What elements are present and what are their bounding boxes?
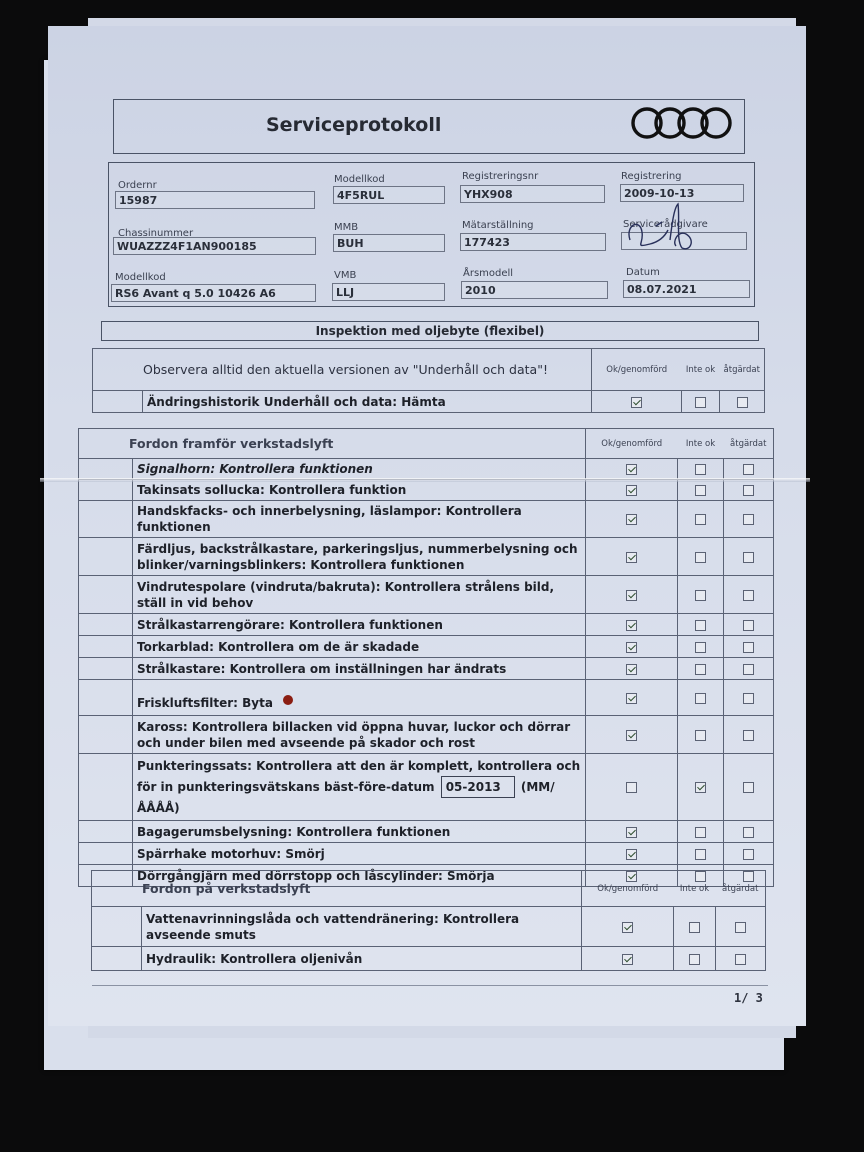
section-table-on-lift bbox=[91, 870, 766, 971]
checkbox-fixed[interactable] bbox=[743, 693, 754, 704]
document-title: Serviceprotokoll bbox=[266, 114, 442, 136]
field-chassis-nr: WUAZZZ4F1AN900185 bbox=[113, 237, 316, 255]
checkbox-ok[interactable] bbox=[626, 827, 637, 838]
checkbox-fixed[interactable] bbox=[743, 664, 754, 675]
checkbox-ok[interactable] bbox=[626, 464, 637, 475]
four-rings-logo-icon bbox=[630, 106, 734, 140]
table-row bbox=[79, 480, 774, 501]
table-row bbox=[93, 391, 765, 413]
field-model-name: RS6 Avant q 5.0 10426 A6 bbox=[111, 284, 316, 302]
checkbox-fixed[interactable] bbox=[743, 642, 754, 653]
service-type-bar bbox=[101, 321, 759, 341]
field-odometer: 177423 bbox=[460, 233, 606, 251]
table-row bbox=[79, 614, 774, 636]
table-row bbox=[79, 636, 774, 658]
item-text: Vindrutespolare (vindruta/bakruta): Kontrollera strålens bild, ställ in vid behov bbox=[133, 576, 586, 614]
item-text: Takinsats sollucka: Kontrollera funktion bbox=[133, 480, 586, 501]
label-registration: Registrering bbox=[621, 171, 682, 182]
label-odometer: Mätarställning bbox=[462, 220, 534, 231]
item-text: Vattenavrinningslåda och vattendränering: Kontrollera avseende smuts bbox=[142, 907, 582, 947]
checkbox-ok[interactable] bbox=[626, 485, 637, 496]
label-order-nr: Ordernr bbox=[118, 180, 157, 191]
item-text: Strålkastarrengörare: Kontrollera funktionen bbox=[133, 614, 586, 636]
label-model-name: Modellkod bbox=[115, 272, 166, 283]
checkbox-ok[interactable] bbox=[622, 954, 633, 965]
title-box bbox=[113, 99, 745, 154]
col-fixed-header: åtgärdat bbox=[724, 429, 774, 459]
checkbox-not-ok[interactable] bbox=[695, 397, 706, 408]
checkbox-fixed[interactable] bbox=[743, 514, 754, 525]
checkbox-fixed[interactable] bbox=[743, 620, 754, 631]
col-not-ok-header: Inte ok bbox=[674, 871, 716, 907]
field-model-year: 2010 bbox=[461, 281, 608, 299]
label-chassis-nr: Chassinummer bbox=[118, 228, 194, 239]
label-vmb: VMB bbox=[334, 270, 357, 281]
checkbox-not-ok[interactable] bbox=[695, 693, 706, 704]
checkbox-not-ok[interactable] bbox=[695, 485, 706, 496]
col-ok-header: Ok/genomförd bbox=[582, 871, 674, 907]
date-format-hint: (MM/ÅÅÅÅ) bbox=[137, 780, 555, 815]
col-ok-header: Ok/genomförd bbox=[592, 349, 682, 391]
checkbox-ok[interactable] bbox=[626, 849, 637, 860]
signature-scribble-icon bbox=[620, 200, 700, 260]
checkbox-ok[interactable] bbox=[626, 782, 637, 793]
checkbox-ok[interactable] bbox=[622, 922, 633, 933]
label-mmb: MMB bbox=[334, 222, 359, 233]
checkbox-ok[interactable] bbox=[626, 642, 637, 653]
checkbox-ok[interactable] bbox=[626, 590, 637, 601]
field-order-nr: 15987 bbox=[115, 191, 315, 209]
checkbox-ok[interactable] bbox=[626, 664, 637, 675]
item-text: Kaross: Kontrollera billacken vid öppna huvar, luckor och dörrar och under bilen med avseende på skador och rost bbox=[133, 716, 586, 754]
item-text: Färdljus, backstrålkastare, parkeringsljus, nummerbelysning och blinker/varningsblinkers: Kontrollera funktionen bbox=[133, 538, 586, 576]
item-text: Signalhorn: Kontrollera funktionen bbox=[133, 459, 586, 480]
red-dot-mark-icon bbox=[283, 695, 293, 705]
item-text: Spärrhake motorhuv: Smörj bbox=[133, 843, 586, 865]
paper-fold-line bbox=[40, 478, 810, 482]
checkbox-not-ok[interactable] bbox=[695, 664, 706, 675]
checkbox-not-ok[interactable] bbox=[695, 849, 706, 860]
checkbox-ok[interactable] bbox=[626, 514, 637, 525]
page-number: 1/ 3 bbox=[734, 991, 763, 1005]
table-row bbox=[79, 658, 774, 680]
item-text: Dörrgångjärn med dörrstopp och låscylinder: Smörja bbox=[133, 865, 586, 887]
item-text: Ändringshistorik Underhåll och data: Hämta bbox=[143, 391, 592, 413]
checkbox-ok[interactable] bbox=[626, 620, 637, 631]
item-text: Torkarblad: Kontrollera om de är skadade bbox=[133, 636, 586, 658]
checkbox-fixed[interactable] bbox=[743, 827, 754, 838]
section-header bbox=[92, 871, 766, 907]
checkbox-not-ok[interactable] bbox=[695, 730, 706, 741]
col-fixed-header: åtgärdat bbox=[716, 871, 766, 907]
footer-divider bbox=[92, 985, 768, 986]
col-not-ok-header: Inte ok bbox=[682, 349, 720, 391]
checkbox-fixed[interactable] bbox=[743, 730, 754, 741]
checkbox-fixed[interactable] bbox=[743, 590, 754, 601]
item-text: Strålkastare: Kontrollera om inställningen har ändrats bbox=[133, 658, 586, 680]
section-header bbox=[79, 429, 774, 459]
table-row bbox=[79, 459, 774, 480]
service-type-label: Inspektion med oljebyte (flexibel) bbox=[315, 324, 545, 338]
label-service-advisor: Servicerådgivare bbox=[623, 219, 708, 230]
checkbox-not-ok[interactable] bbox=[695, 552, 706, 563]
checkbox-fixed[interactable] bbox=[743, 552, 754, 563]
col-fixed-header: åtgärdat bbox=[720, 349, 765, 391]
field-registration: 2009-10-13 bbox=[620, 184, 744, 202]
checkbox-fixed[interactable] bbox=[735, 954, 746, 965]
checkbox-not-ok[interactable] bbox=[689, 954, 700, 965]
best-before-date-field[interactable]: 05-2013 bbox=[441, 776, 515, 798]
field-model-code: 4F5RUL bbox=[333, 186, 445, 204]
label-reg-nr: Registreringsnr bbox=[462, 171, 539, 182]
checkbox-fixed[interactable] bbox=[735, 922, 746, 933]
checkbox-fixed[interactable] bbox=[743, 464, 754, 475]
item-text: Friskluftsfilter: Byta bbox=[137, 695, 273, 710]
col-not-ok-header: Inte ok bbox=[678, 429, 724, 459]
checkbox-not-ok[interactable] bbox=[695, 464, 706, 475]
field-mmb: BUH bbox=[333, 234, 445, 252]
checkbox-ok[interactable] bbox=[626, 693, 637, 704]
checkbox-ok[interactable] bbox=[626, 552, 637, 563]
checkbox-not-ok[interactable] bbox=[695, 620, 706, 631]
item-text: Hydraulik: Kontrollera oljenivån bbox=[142, 947, 582, 971]
section-header bbox=[93, 349, 765, 391]
checkbox-not-ok[interactable] bbox=[695, 642, 706, 653]
item-text: Handskfacks- och innerbelysning, läslampor: Kontrollera funktionen bbox=[133, 501, 586, 538]
section-title: Observera alltid den aktuella versionen av "Underhåll och data"! bbox=[93, 349, 592, 391]
section-title: Fordon framför verkstadslyft bbox=[79, 429, 586, 459]
checkbox-not-ok[interactable] bbox=[695, 590, 706, 601]
checkbox-ok[interactable] bbox=[631, 397, 642, 408]
table-row bbox=[79, 754, 774, 821]
checkbox-fixed[interactable] bbox=[743, 849, 754, 860]
field-date: 08.07.2021 bbox=[623, 280, 750, 298]
field-reg-nr: YHX908 bbox=[460, 185, 605, 203]
label-date: Datum bbox=[626, 267, 660, 278]
table-row bbox=[79, 501, 774, 538]
section-title: Fordon på verkstadslyft bbox=[92, 871, 582, 907]
table-row bbox=[79, 576, 774, 614]
table-row bbox=[79, 716, 774, 754]
table-row bbox=[79, 843, 774, 865]
checkbox-fixed[interactable] bbox=[737, 397, 748, 408]
item-text: Bagagerumsbelysning: Kontrollera funktionen bbox=[133, 821, 586, 843]
table-row bbox=[79, 821, 774, 843]
checkbox-not-ok[interactable] bbox=[695, 514, 706, 525]
checkbox-not-ok[interactable] bbox=[689, 922, 700, 933]
checkbox-not-ok[interactable] bbox=[695, 782, 706, 793]
section-table-notice bbox=[92, 348, 765, 413]
table-row bbox=[79, 538, 774, 576]
checkbox-ok[interactable] bbox=[626, 730, 637, 741]
checkbox-fixed[interactable] bbox=[743, 782, 754, 793]
field-vmb: LLJ bbox=[332, 283, 445, 301]
item-text: Punkteringssats: Kontrollera att den är komplett, kontrollera och för in punkteringsvätskans bäst-före-datum bbox=[137, 759, 581, 794]
label-model-code: Modellkod bbox=[334, 174, 385, 185]
checkbox-not-ok[interactable] bbox=[695, 827, 706, 838]
table-row bbox=[79, 680, 774, 716]
col-ok-header: Ok/genomförd bbox=[586, 429, 678, 459]
section-table-front-of-lift bbox=[78, 428, 774, 887]
table-row bbox=[92, 947, 766, 971]
table-row bbox=[92, 907, 766, 947]
label-model-year: Årsmodell bbox=[463, 268, 514, 279]
checkbox-fixed[interactable] bbox=[743, 485, 754, 496]
